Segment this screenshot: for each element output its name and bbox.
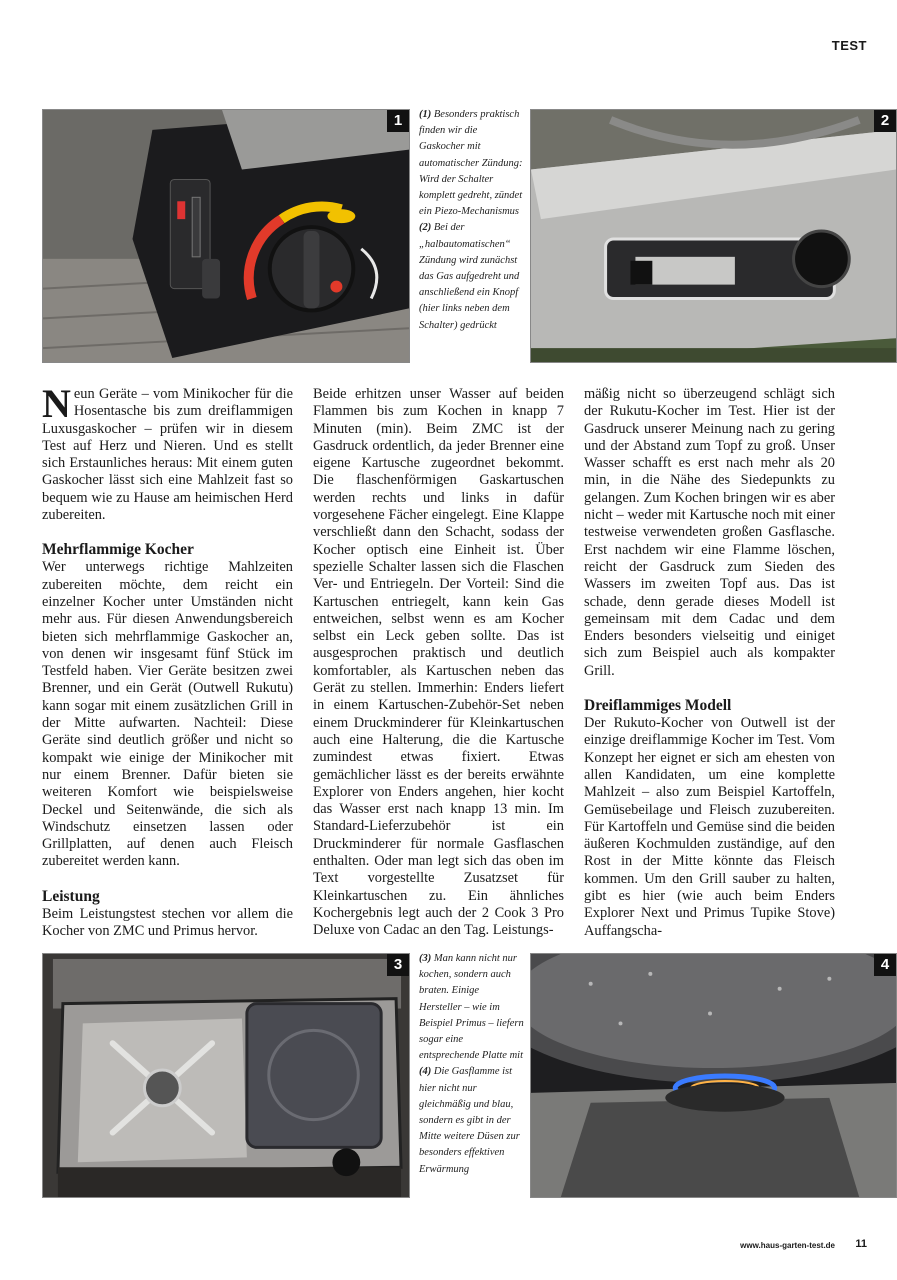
article-column-3 xyxy=(584,386,835,940)
photo-blue-flame xyxy=(530,953,897,1198)
article-column-2 xyxy=(313,386,564,940)
body-paragraph: Der Rukuto-Kocher von Outwell ist der einzige dreiflammige Kocher im Test. Vom Konzept her eignet er sich am ehesten von allen Kandidaten, um eine komplette Mahlzeit – also zum Beispiel Kartoffeln, Gemüsebeilage und Fleisch zuzubereiten. Für Kartoffeln und Gemüse sind die beiden äußeren Kochmulden zuständige, auf den Rost in der Mitte könnte das Fleisch kommen. Um den Grill sauber zu halten, gibt es hier (wie auch beim Enders Explorer Next und Primus Tupike Stove) Auffangscha- xyxy=(584,715,835,939)
heading-mehrflammige-kocher: Mehrflammige Kocher xyxy=(42,541,194,559)
caption-number: (1) xyxy=(419,109,432,120)
caption-photos-3-4 xyxy=(419,951,524,1178)
caption-text: Besonders praktisch finden wir die Gaskocher mit automatischer Zündung: Wird der Schalter komplett gedreht, zündet ein Piezo-Mechanismus xyxy=(419,109,523,218)
footer-url: www.haus-garten-test.de xyxy=(740,1241,835,1250)
photo-ignition-switch xyxy=(42,109,410,363)
two-burner-stove-grill-plate-icon xyxy=(43,954,409,1197)
burner-blue-flame-icon xyxy=(531,954,896,1197)
body-paragraph: Beim Leistungstest stechen vor allem die Kocher von ZMC und Primus hervor. xyxy=(42,905,293,940)
photo-number: 2 xyxy=(874,110,896,132)
body-paragraph: Beide erhitzen unser Wasser auf beiden Flammen bis zum Kochen in knapp 7 Minuten (min). Beim ZMC ist der Gasdruck ordentlich, da jeder Brenner eine eigene Kartusche zugeordnet bekommt. Die flaschenförmigen Gaskartuschen werden rechts und links in dafür vorgesehene Fächer eingelegt. Eine Klappe verschließt dann den Schacht, sodass der Kocher optisch eine Einheit ist. Über spezielle Schalter lassen sich die Flaschen Ver- und Entriegeln. Der Vorteil: Sind die Kartuschen entriegelt, kann kein Gas entweichen, selbst wenn es am Kocher selbst ein Leck geben sollte. Das ist ausgesprochen praktisch und deutlich komfortabler, als Kartuschen neben das Gerät zu stellen. Immerhin: Enders liefert in einem Kartuschen-Zubehör-Set neben einem Druckminderer für Kleinkartuschen auch eine Halterung, die die Kartusche zumindest etwas fixiert. Etwas gemächlicher lässt es der bereits erwähnte Explorer von Enders angehen, hier kocht das Wasser erst nach knapp 13 min. Im Standard-Lieferzubehör ist ein Druckminderer für normale Gasflaschen enthalten. Oder man legt sich das oben im Text vorgestellte Zusatzset für Kleinkartuschen zu. Ein ähnliches Kochergebnis legt auch der 2 Cook 3 Pro Deluxe von Cadac an den Tag. Leistungs- xyxy=(313,386,564,939)
photo-front-knob xyxy=(530,109,897,363)
caption-number: (4) xyxy=(419,1066,432,1078)
gas-stove-ignition-knob-icon xyxy=(43,110,409,362)
body-paragraph: mäßig nicht so überzeugend schlägt sich der Rukutu-Kocher im Test. Hier ist der Gasdruck unserer Meinung nach zu gering und der Abstand zum Topf zu groß. Unser Wasser schafft es erst nach mehr als 20 min, in die Nähe des Siedepunkts zu gelangen. Zum Kochen bringen wir es aber nicht – weder mit Kartusche noch mit einer testweise verwendeten großen Gasflasche. Erst nachdem wir eine Flamme löschen, reicht der Gasdruck zum Sieden des Wassers im zweiten Topf aus. Das ist schade, denn gerade dieses Modell ist gemeinsam mit dem Cadac und dem Enders besonders vielseitig und einiget sich zum Beispiel auch als kompakter Grill. xyxy=(584,386,835,679)
heading-leistung: Leistung xyxy=(42,887,100,905)
photo-number: 1 xyxy=(387,110,409,132)
intro-text: eun Geräte – vom Minikocher für die Hosentasche bis zum dreiflammigen Luxusgaskocher – prüfen wir in diesem Test auf Herz und Nieren. Und es stellt sich Erstaunliches heraus: Mit einem guten Gaskocher lässt sich eine Mahlzeit fast so bequem wie zu Hause am heimischen Herd zubereiten. xyxy=(42,386,293,524)
intro-paragraph xyxy=(42,381,293,524)
caption-text: Man kann nicht nur kochen, sondern auch braten. Einige Hersteller – wie im Beispiel Primus – liefern sogar eine entsprechende Platte mit xyxy=(419,953,524,1062)
caption-text: Die Gasflamme ist hier nicht nur gleichmäßig und blau, sondern es gibt in der Mitte weitere Düsen zur besonders effektiven Erwärmung xyxy=(419,1066,520,1175)
page-number: 11 xyxy=(855,1238,867,1250)
photo-number: 4 xyxy=(874,954,896,976)
section-label: TEST xyxy=(831,38,867,53)
drop-cap: N xyxy=(42,381,71,426)
body-paragraph: Wer unterwegs richtige Mahlzeiten zubereiten möchte, dem reicht ein einzelner Kocher unter Umständen nicht mehr aus. Für diesen Anwendungsbereich bieten sich mehrflammige Gaskocher an, von denen wir insgesamt fünf Stück im Testfeld haben. Vier Geräte besitzen zwei Brenner, und ein Gerät (Outwell Rukutu) kann sogar mit einem zusätzlichen Grill in der Mitte aufwarten. Nachteil: Diese Geräte sind deutlich größer und nicht so kompakt wie einige der Minikocher mit nur einem Brenner. Dafür bieten sie weiteren Komfort wie beispielsweise Deckel und Seitenwände, die sich als Windschutz einsetzen lassen oder Grillplatten, auf denen auch Fleisch zubereitet werden kann. xyxy=(42,559,293,870)
caption-photos-1-2 xyxy=(419,107,524,334)
photo-grill-plate xyxy=(42,953,410,1198)
gas-stove-front-knob-icon xyxy=(531,110,896,362)
article-column-1 xyxy=(42,381,293,940)
photo-number: 3 xyxy=(387,954,409,976)
caption-number: (3) xyxy=(419,953,432,964)
caption-text: Bei der „halbautomatischen“ Zündung wird zunächst das Gas aufgedreht und anschließend ein Knopf (hier links neben dem Schalter) gedrückt xyxy=(419,222,520,331)
heading-dreiflammiges-modell: Dreiflammiges Modell xyxy=(584,697,732,715)
caption-number: (2) xyxy=(419,222,432,234)
